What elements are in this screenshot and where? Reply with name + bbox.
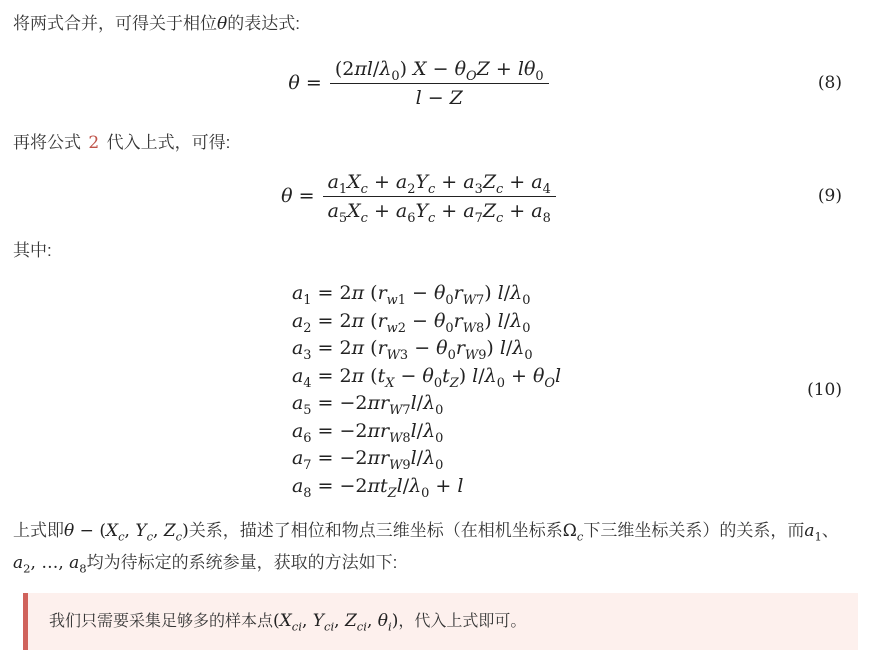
equation-9-lhs: θ = (281, 185, 315, 207)
inline-math: $a_1$ (804, 521, 822, 544)
callout-text: 我们只需要采集足够多的样本点($X_{ci}$, $Y_{ci}$, $Z_{ci}$, $\theta_i$)，代入上式即可。 (49, 611, 527, 634)
equation-9-number: (9) (817, 186, 842, 206)
equation-8-numerator: $(2\pi l/\lambda_0) X - \theta_OZ + l\theta_0$ (334, 57, 544, 84)
inline-math: θ (217, 14, 228, 34)
formula-ref-link[interactable]: 2 (83, 133, 105, 153)
paragraph-relation-description: 上式即$\theta - (X_c$, $Y_c$, $Z_c$)关系，描述了相位和物点三维坐标（在相机坐标系$\Omega_c$下三维坐标关系）的关系，而$a_1$、$a_2$, …, $a_8$均为待标定的系统参量，获取的方法如下: (13, 521, 839, 576)
paragraph-substitute-formula: 再将公式 2 代入上式，可得: (13, 133, 231, 153)
equation-10-line: $a_6 = -2\pi r_{W8}l/\lambda_0$ (291, 419, 444, 446)
equation-10-line: $a_7 = -2\pi r_{W9}l/\lambda_0$ (291, 447, 444, 473)
equation-8-number: (8) (817, 73, 842, 93)
equation-8-fraction (330, 58, 549, 109)
equation-8-denominator: l − Z (330, 83, 549, 109)
equation-9-numerator: $a_1X_c + a_2Y_c + a_3Z_c + a_4$ (327, 170, 551, 197)
inline-math: ($X_{ci}$, $Y_{ci}$, $Z_{ci}$, $\theta_i$) (273, 611, 399, 634)
equation-10-line: $a_1 = 2\pi$ $(r_{w1} - \theta_0r_{W7})$ $l/\lambda_0$ (291, 282, 531, 308)
equation-10-line: $a_4 = 2\pi$ $(t_X - \theta_0t_Z) l/\lambda_0 + \theta_Ol$ (291, 364, 562, 391)
equation-8-lhs: θ = (288, 72, 322, 94)
highlight-callout (23, 593, 858, 650)
equation-8-body (288, 58, 584, 109)
equation-8 (13, 52, 860, 114)
equation-10 (13, 280, 860, 500)
equation-9-body (281, 170, 592, 226)
equation-10-line: $a_5 = -2\pi r_{W7}l/\lambda_0$ (291, 392, 444, 418)
equation-10-lines (292, 280, 561, 500)
equation-10-line: $a_3 = 2\pi$ $(r_{W3} - \theta_0r_{W9})$ $l/\lambda_0$ (291, 337, 533, 363)
equation-9-fraction (323, 170, 556, 226)
equation-10-number: (10) (807, 380, 842, 400)
paragraph-combine-intro: 将两式合并，可得关于相位θ的表达式: (13, 14, 300, 34)
equation-9 (13, 165, 860, 227)
inline-math: $a_2$, …, $a_8$ (13, 553, 87, 576)
paragraph-where: 其中: (13, 241, 52, 260)
inline-math: $\Omega_c$ (562, 521, 584, 544)
equation-10-line: $a_2 = 2\pi$ $(r_{w2} - \theta_0r_{W8})$ $l/\lambda_0$ (291, 309, 531, 336)
equation-10-line: $a_8 = -2\pi t_Zl/\lambda_0 + l$ (291, 474, 464, 501)
equation-9-denominator: $a_5X_c + a_6Y_c + a_7Z_c + a_8$ (323, 196, 556, 222)
inline-math: $\theta - (X_c$, $Y_c$, $Z_c$) (64, 521, 189, 544)
